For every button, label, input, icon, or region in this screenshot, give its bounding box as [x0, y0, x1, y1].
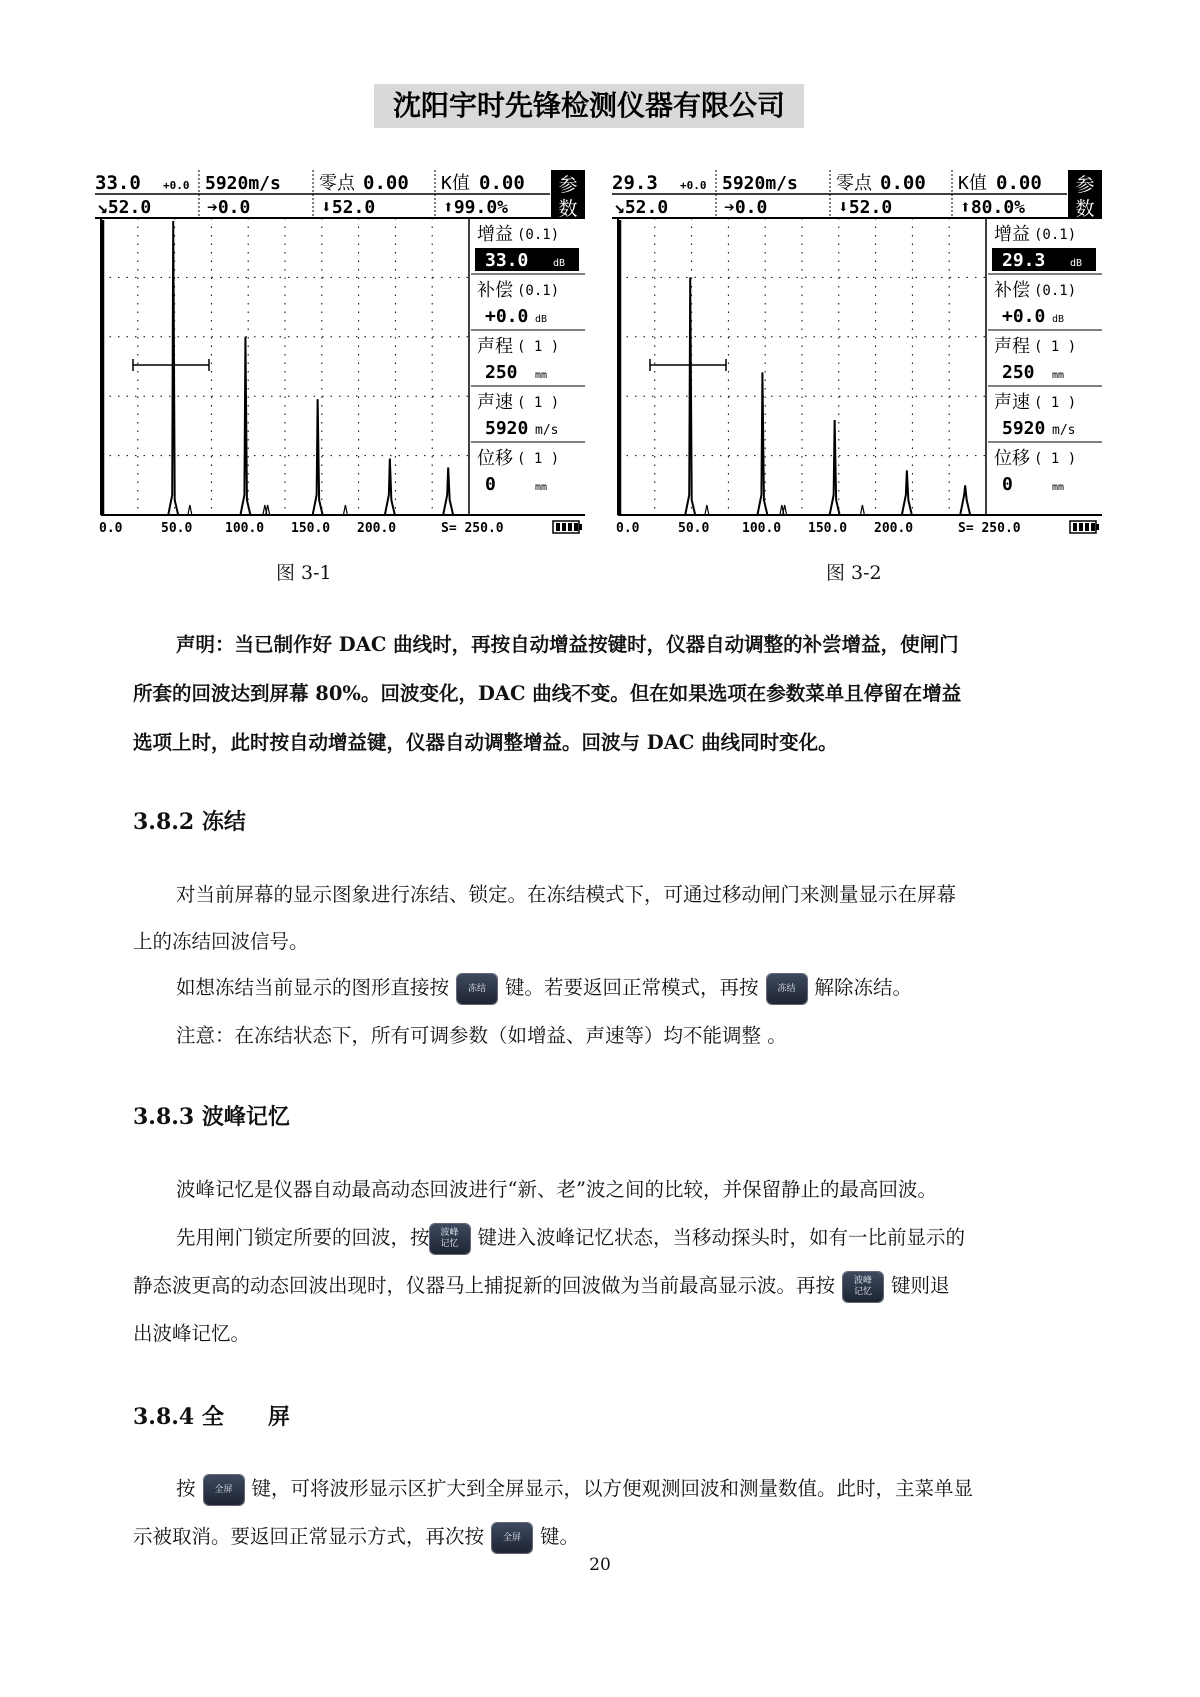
menu-item-unit: mm: [535, 482, 548, 493]
axis-tick-label: 100.0: [742, 521, 782, 536]
zero-readout: 0.00: [880, 172, 926, 194]
menu-item-value: 0: [485, 474, 496, 495]
axis-tick-label: 50.0: [678, 521, 710, 536]
full-screen-paragraph-line-1: [176, 1465, 973, 1513]
freeze-instruction-post: 解除冻结。: [814, 976, 913, 999]
company-header: 沈阳宇时先锋检测仪器有限公司: [374, 84, 804, 128]
menu-item-step: (0.1): [1034, 283, 1077, 299]
depth-readout: ⬇52.0: [321, 197, 376, 218]
figure-caption-3-2: 图 3-2: [826, 562, 882, 584]
axis-tick-label: 150.0: [808, 521, 848, 536]
k-value-label: K值: [958, 173, 987, 194]
peak-paragraph-line-2: [176, 1214, 965, 1262]
menu-item-step: ( 1 ): [1034, 339, 1077, 355]
battery-bar: [556, 523, 560, 531]
full-line-1-pre: 按: [176, 1477, 196, 1500]
gain-readout: 33.0: [95, 172, 141, 194]
menu-item-value: 5920: [485, 418, 529, 439]
menu-item-label: 位移: [994, 448, 1030, 469]
freeze-instruction-pre: 如想冻结当前显示的图形直接按: [176, 976, 450, 999]
amplitude-readout: ⬆80.0%: [960, 197, 1026, 218]
section-heading-freeze: 3.8.2 冻结: [133, 809, 246, 835]
peak-memory-key-icon: 波峰 记忆: [430, 1224, 470, 1254]
menu-item-unit: mm: [1052, 370, 1065, 381]
menu-item-unit: mm: [1052, 482, 1065, 493]
menu-item-step: ( 1 ): [517, 451, 560, 467]
menu-item-unit: dB: [1070, 258, 1083, 269]
menu-item-step: ( 1 ): [1034, 451, 1077, 467]
menu-item-unit: m/s: [1052, 423, 1076, 438]
figure-caption-3-1: 图 3-1: [276, 562, 332, 584]
param-tab-label: 数: [558, 198, 578, 220]
menu-item-step: ( 1 ): [517, 339, 560, 355]
freeze-paragraph-line-1: 对当前屏幕的显示图象进行冻结、锁定。在冻结模式下，可通过移动闸门来测量显示在屏幕: [176, 883, 957, 906]
menu-item-label: 声速: [477, 392, 513, 413]
velocity-readout: 5920m/s: [205, 173, 281, 194]
range-scale-label: S= 250.0: [441, 521, 504, 536]
peak-line-3-pre: 静态波更高的动态回波出现时，仪器马上捕捉新的回波做为当前最高显示波。再按: [133, 1274, 836, 1297]
menu-item-label: 补偿: [477, 280, 513, 301]
freeze-instruction: [176, 964, 912, 1012]
peak-memory-key-icon: 波峰 记忆: [843, 1272, 883, 1302]
menu-item-step: (0.1): [517, 283, 560, 299]
battery-tip: [579, 524, 582, 530]
echo-peak: [313, 399, 323, 515]
page-number: 20: [589, 1555, 611, 1575]
battery-bar: [562, 523, 566, 531]
axis-tick-label: 0.0: [616, 521, 640, 536]
menu-item-step: ( 1 ): [517, 395, 560, 411]
k-value-label: K值: [441, 173, 470, 194]
zero-readout: 0.00: [363, 172, 409, 194]
k-value-readout: 0.00: [996, 172, 1042, 194]
zero-label: 零点: [836, 173, 872, 194]
param-tab-label: 数: [1075, 198, 1095, 220]
zero-label: 零点: [319, 173, 355, 194]
menu-item-step: (0.1): [1034, 227, 1077, 243]
notice-line-1: 声明：当已制作好 DAC 曲线时，再按自动增益按键时，仪器自动调整的补尝增益，使闸门: [176, 633, 959, 656]
notice-line-3: 选项上时，此时按自动增益键，仪器自动调整增益。回波与 DAC 曲线同时变化。: [133, 731, 838, 754]
menu-item-step: (0.1): [517, 227, 560, 243]
noise-spike: [343, 505, 347, 515]
battery-bar: [1091, 523, 1095, 531]
menu-item-unit: mm: [535, 370, 548, 381]
noise-spike: [860, 505, 864, 515]
noise-spike: [705, 505, 709, 515]
menu-item-label: 声程: [477, 336, 513, 357]
battery-tip: [1096, 524, 1099, 530]
noise-spike: [783, 505, 787, 515]
horizontal-distance-readout: ➔0.0: [724, 197, 768, 218]
noise-spike: [188, 505, 192, 515]
section-heading-peak-memory: 3.8.3 波峰记忆: [133, 1104, 290, 1130]
full-screen-key-icon: 全屏: [204, 1475, 244, 1505]
horizontal-distance-readout: ➔0.0: [207, 197, 251, 218]
axis-tick-label: 50.0: [161, 521, 193, 536]
battery-bar: [1079, 523, 1083, 531]
ultrasonic-screen-figure-3-2: [612, 170, 1102, 540]
axis-tick-label: 200.0: [874, 521, 914, 536]
axis-tick-label: 200.0: [357, 521, 397, 536]
freeze-paragraph-line-2: 上的冻结回波信号。: [133, 930, 309, 953]
echo-peak: [443, 467, 453, 515]
battery-bar: [1085, 523, 1089, 531]
menu-item-label: 声程: [994, 336, 1030, 357]
menu-item-label: 位移: [477, 448, 513, 469]
full-line-2-pre: 示被取消。要返回正常显示方式，再次按: [133, 1525, 485, 1548]
menu-item-unit: dB: [535, 314, 548, 325]
menu-item-unit: dB: [553, 258, 566, 269]
full-screen-key-icon: 全屏: [492, 1523, 532, 1553]
echo-peak: [757, 372, 767, 515]
menu-item-label: 增益: [994, 224, 1030, 245]
menu-item-value: +0.0: [1002, 306, 1046, 327]
freeze-instruction-mid: 键。若要返回正常模式，再按: [505, 976, 759, 999]
full-screen-paragraph-line-2: [133, 1513, 579, 1561]
menu-item-value: 33.0: [485, 250, 529, 271]
sound-path-readout: ↘52.0: [97, 197, 152, 218]
menu-item-value: 29.3: [1002, 250, 1046, 271]
peak-paragraph-line-3: [133, 1262, 950, 1310]
peak-line-2-pre: 先用闸门锁定所要的回波，按: [176, 1226, 430, 1249]
battery-bar: [568, 523, 572, 531]
menu-item-value: 5920: [1002, 418, 1046, 439]
gain-readout: 29.3: [612, 172, 658, 194]
peak-paragraph-line-4: 出波峰记忆。: [133, 1322, 251, 1345]
echo-peak: [385, 459, 395, 515]
battery-bar: [1073, 523, 1077, 531]
ultrasonic-screen-figure-3-1: [95, 170, 585, 540]
section-heading-full-screen: 3.8.4 全 屏: [133, 1404, 290, 1430]
compensation-readout: +0.0: [680, 179, 707, 192]
menu-item-label: 增益: [477, 224, 513, 245]
menu-item-value: 250: [485, 362, 518, 383]
echo-peak: [240, 337, 250, 515]
freeze-key-icon: 冻结: [767, 974, 807, 1004]
compensation-readout: +0.0: [163, 179, 190, 192]
menu-item-value: 250: [1002, 362, 1035, 383]
battery-bar: [574, 523, 578, 531]
menu-item-label: 补偿: [994, 280, 1030, 301]
menu-item-unit: m/s: [535, 423, 559, 438]
axis-tick-label: 150.0: [291, 521, 331, 536]
axis-tick-label: 100.0: [225, 521, 265, 536]
waveform-grid: [618, 218, 986, 515]
param-tab-label: 参: [558, 174, 578, 196]
axis-tick-label: 0.0: [99, 521, 123, 536]
echo-peak: [168, 221, 178, 515]
menu-item-value: 0: [1002, 474, 1013, 495]
range-scale-label: S= 250.0: [958, 521, 1021, 536]
menu-item-value: +0.0: [485, 306, 529, 327]
menu-item-label: 声速: [994, 392, 1030, 413]
param-tab-label: 参: [1075, 174, 1095, 196]
freeze-note: 注意：在冻结状态下，所有可调参数（如增益、声速等）均不能调整 。: [176, 1024, 787, 1047]
echo-peak: [960, 485, 970, 515]
sound-path-readout: ↘52.0: [614, 197, 669, 218]
echo-peak: [830, 420, 840, 515]
menu-item-unit: dB: [1052, 314, 1065, 325]
echo-peak: [902, 470, 912, 515]
waveform-grid: [101, 218, 469, 515]
full-line-2-post: 键。: [540, 1525, 580, 1548]
full-line-1-post: 键，可将波形显示区扩大到全屏显示，以方便观测回波和测量数值。此时，主菜单显: [251, 1477, 974, 1500]
velocity-readout: 5920m/s: [722, 173, 798, 194]
notice-line-2: 所套的回波达到屏幕 80%。回波变化，DAC 曲线不变。但在如果选项在参数菜单且停留在增益: [133, 682, 962, 705]
peak-line-3-post: 键则退: [891, 1274, 950, 1297]
freeze-key-icon: 冻结: [457, 974, 497, 1004]
amplitude-readout: ⬆99.0%: [443, 197, 509, 218]
peak-line-2-post: 键进入波峰记忆状态，当移动探头时，如有一比前显示的: [477, 1226, 966, 1249]
noise-spike: [266, 505, 270, 515]
depth-readout: ⬇52.0: [838, 197, 893, 218]
peak-paragraph-line-1: 波峰记忆是仪器自动最高动态回波进行“新、老”波之间的比较，并保留静止的最高回波。: [176, 1178, 937, 1201]
k-value-readout: 0.00: [479, 172, 525, 194]
menu-item-step: ( 1 ): [1034, 395, 1077, 411]
